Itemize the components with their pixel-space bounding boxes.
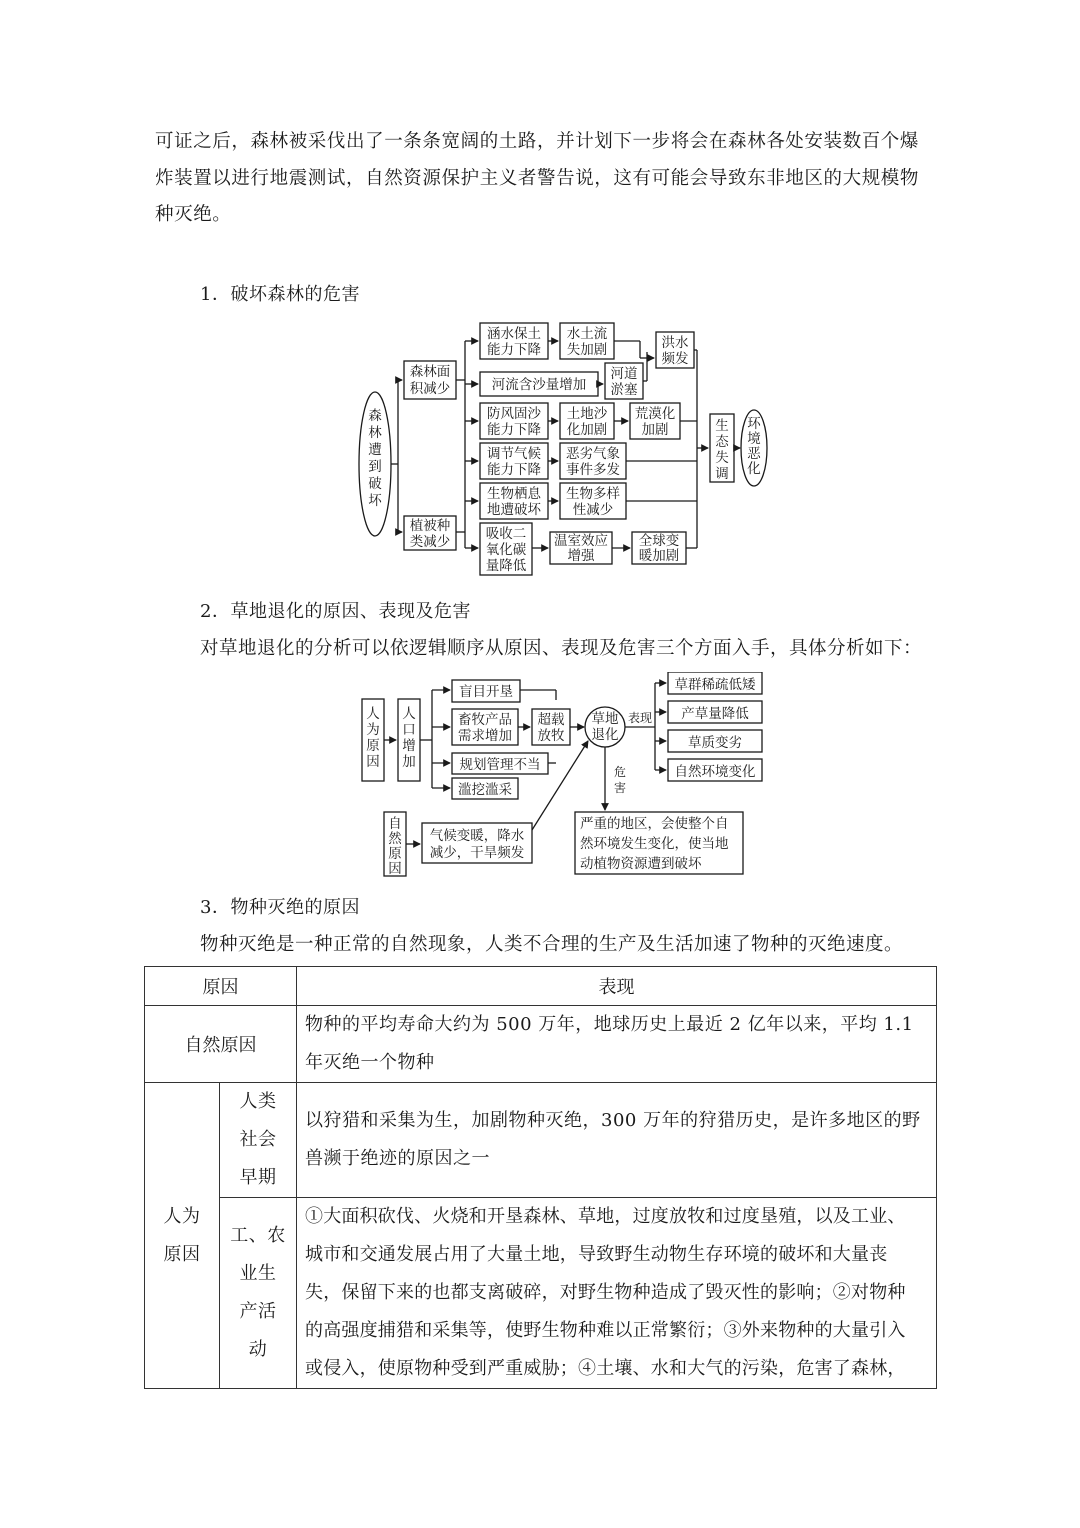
industry-l1: 工、农 bbox=[230, 1225, 286, 1246]
table-row bbox=[145, 1198, 937, 1389]
b13-l1: 吸收二 bbox=[485, 526, 527, 542]
b13-l2: 氧化碳 bbox=[485, 542, 527, 558]
table-header-row bbox=[145, 967, 937, 1006]
early-period-label bbox=[220, 1083, 297, 1198]
species-extinction-table bbox=[144, 966, 937, 1389]
b6-l1: 防风固沙 bbox=[487, 406, 541, 422]
industry-line5: 或侵入，使原物种受到严重威胁；④土壤、水和大气的污染，危害了森林， bbox=[305, 1358, 906, 1379]
industry-label bbox=[220, 1198, 297, 1389]
natural-line2: 年灭绝一个物种 bbox=[305, 1052, 435, 1073]
c1: 盲目开垦 bbox=[459, 684, 513, 700]
b4-l1: 河道 bbox=[610, 366, 638, 382]
natural-cause-label: 自然原因 bbox=[145, 1006, 297, 1083]
area-l1: 森林面 bbox=[409, 364, 451, 380]
b2-l2: 失加剧 bbox=[566, 342, 608, 358]
b8-l2: 加剧 bbox=[641, 422, 669, 438]
b4-l2: 淤塞 bbox=[610, 382, 638, 398]
c4: 滥挖滥采 bbox=[458, 782, 512, 798]
industry-line3: 失，保留下来的也都支离破碎，对野生物种造成了毁灭性的影响；②对物种 bbox=[305, 1282, 906, 1303]
climate-l1: 气候变暖，降水 bbox=[429, 828, 525, 844]
early-l3: 早期 bbox=[239, 1167, 277, 1188]
natural-cause-text: 自然原因 bbox=[388, 816, 402, 877]
harm-l2: 害 bbox=[613, 781, 627, 795]
climate-l2: 减少，干旱频发 bbox=[429, 845, 525, 861]
b10-l1: 恶劣气象 bbox=[566, 446, 620, 462]
industry-line1: ①大面积砍伐、火烧和开垦森林、草地，过度放牧和过度垦殖，以及工业、 bbox=[305, 1206, 906, 1227]
harm-text-l3: 动植物资源遭到破坏 bbox=[580, 856, 702, 872]
b7-l1: 土地沙 bbox=[566, 406, 608, 422]
b9-l1: 调节气候 bbox=[487, 446, 541, 462]
forest-damage-diagram bbox=[355, 318, 775, 580]
industry-line2: 城市和交通发展占用了大量土地，导致野生动物生存环境的破坏和大量丧 bbox=[305, 1244, 888, 1265]
c2-l1: 畜牧产品 bbox=[458, 712, 512, 728]
species-l1: 植被种 bbox=[409, 518, 451, 534]
b7-l2: 化加剧 bbox=[566, 422, 608, 438]
b12-l1: 生物多样 bbox=[566, 486, 620, 502]
section3-intro: 物种灭绝是一种正常的自然现象，人类不合理的生产及生活加速了物种的灭绝速度。 bbox=[200, 934, 904, 955]
early-period-text bbox=[297, 1083, 937, 1198]
harm-l1: 危 bbox=[613, 765, 627, 779]
human-cause-text: 人为原因 bbox=[366, 706, 380, 770]
b5-l1: 洪水 bbox=[661, 335, 689, 351]
m2: 产草量降低 bbox=[681, 706, 749, 722]
imbalance-text: 生态失调 bbox=[715, 418, 729, 482]
industry-l2: 业生 bbox=[239, 1263, 277, 1284]
section2-heading: 2．草地退化的原因、表现及危害 bbox=[200, 601, 471, 622]
grassland-diagram bbox=[355, 672, 770, 880]
natural-cause-text bbox=[297, 1006, 937, 1083]
table-row bbox=[145, 1006, 937, 1083]
industry-text bbox=[297, 1198, 937, 1389]
b15-l2: 暖加剧 bbox=[638, 548, 680, 564]
table-row bbox=[145, 1083, 937, 1198]
b3: 河流含沙量增加 bbox=[491, 377, 587, 393]
c3: 规划管理不当 bbox=[459, 757, 541, 773]
section1-heading: 1．破坏森林的危害 bbox=[200, 284, 360, 305]
b5-l2: 频发 bbox=[661, 351, 689, 367]
c2-l2: 需求增加 bbox=[458, 728, 512, 744]
b2-l1: 水土流 bbox=[566, 326, 608, 342]
industry-l4: 动 bbox=[248, 1339, 268, 1360]
overgraze-l1: 超载 bbox=[537, 712, 565, 728]
section3-heading: 3．物种灭绝的原因 bbox=[200, 897, 360, 918]
natural-line1: 物种的平均寿命大约为 500 万年，地球历史上最近 2 亿年以来，平均 1.1 bbox=[305, 1014, 914, 1035]
overgraze-l2: 放牧 bbox=[537, 728, 565, 744]
header-manifest: 表现 bbox=[297, 967, 937, 1006]
b1-l1: 涵水保土 bbox=[487, 326, 541, 342]
b1-l2: 能力下降 bbox=[487, 342, 541, 358]
b15-l1: 全球变 bbox=[638, 533, 680, 549]
industry-l3: 产活 bbox=[239, 1301, 277, 1322]
b6-l2: 能力下降 bbox=[487, 422, 541, 438]
m4: 自然环境变化 bbox=[674, 764, 756, 780]
species-l2: 类减少 bbox=[409, 534, 451, 550]
early-l1: 人类 bbox=[239, 1091, 277, 1112]
early-line1: 以狩猎和采集为生，加剧物种灭绝，300 万年的狩猎历史，是许多地区的野 bbox=[305, 1110, 921, 1131]
b8-l1: 荒漠化 bbox=[634, 406, 676, 422]
harm-text-l2: 然环境发生变化，使当地 bbox=[580, 836, 729, 852]
degrade-l1: 草地 bbox=[591, 711, 619, 727]
early-line2: 兽濒于绝迹的原因之一 bbox=[305, 1148, 490, 1169]
m3: 草质变劣 bbox=[688, 735, 742, 751]
population-text: 人口增加 bbox=[402, 706, 416, 770]
degrade-l2: 退化 bbox=[591, 727, 619, 743]
human-label-l2: 原因 bbox=[163, 1243, 201, 1265]
area-l2: 积减少 bbox=[409, 381, 451, 397]
manifest-label: 表现 bbox=[627, 711, 653, 725]
worsen-text: 环境恶化 bbox=[747, 416, 761, 477]
section2-intro: 对草地退化的分析可以依逻辑顺序从原因、表现及危害三个方面入手，具体分析如下： bbox=[200, 638, 923, 659]
b11-l2: 地遭破坏 bbox=[487, 502, 541, 518]
b12-l2: 性减少 bbox=[572, 502, 614, 518]
root-text: 森林遭到破坏 bbox=[368, 408, 382, 509]
b14-l2: 增强 bbox=[567, 548, 595, 564]
b9-l2: 能力下降 bbox=[487, 462, 541, 478]
header-cause: 原因 bbox=[145, 967, 297, 1006]
b11-l1: 生物栖息 bbox=[487, 486, 541, 502]
b14-l1: 温室效应 bbox=[554, 533, 608, 549]
early-l2: 社会 bbox=[239, 1129, 277, 1150]
human-label-l1: 人为 bbox=[163, 1205, 201, 1227]
b13-l3: 量降低 bbox=[485, 558, 527, 574]
intro-paragraph: 可证之后，森林被采伐出了一条条宽阔的土路，并计划下一步将会在森林各处安装数百个爆炸装置以进行地震测试，自然资源保护主义者警告说，这有可能会导致东非地区的大规模物种灭绝。 bbox=[155, 131, 920, 225]
m1: 草群稀疏低矮 bbox=[674, 677, 756, 693]
b10-l2: 事件多发 bbox=[566, 462, 620, 478]
harm-text-l1: 严重的地区，会使整个自 bbox=[580, 816, 729, 832]
human-cause-label bbox=[145, 1083, 220, 1389]
industry-line4: 的高强度捕猎和采集等，使野生物种难以正常繁衍；③外来物种的大量引入 bbox=[305, 1320, 906, 1341]
